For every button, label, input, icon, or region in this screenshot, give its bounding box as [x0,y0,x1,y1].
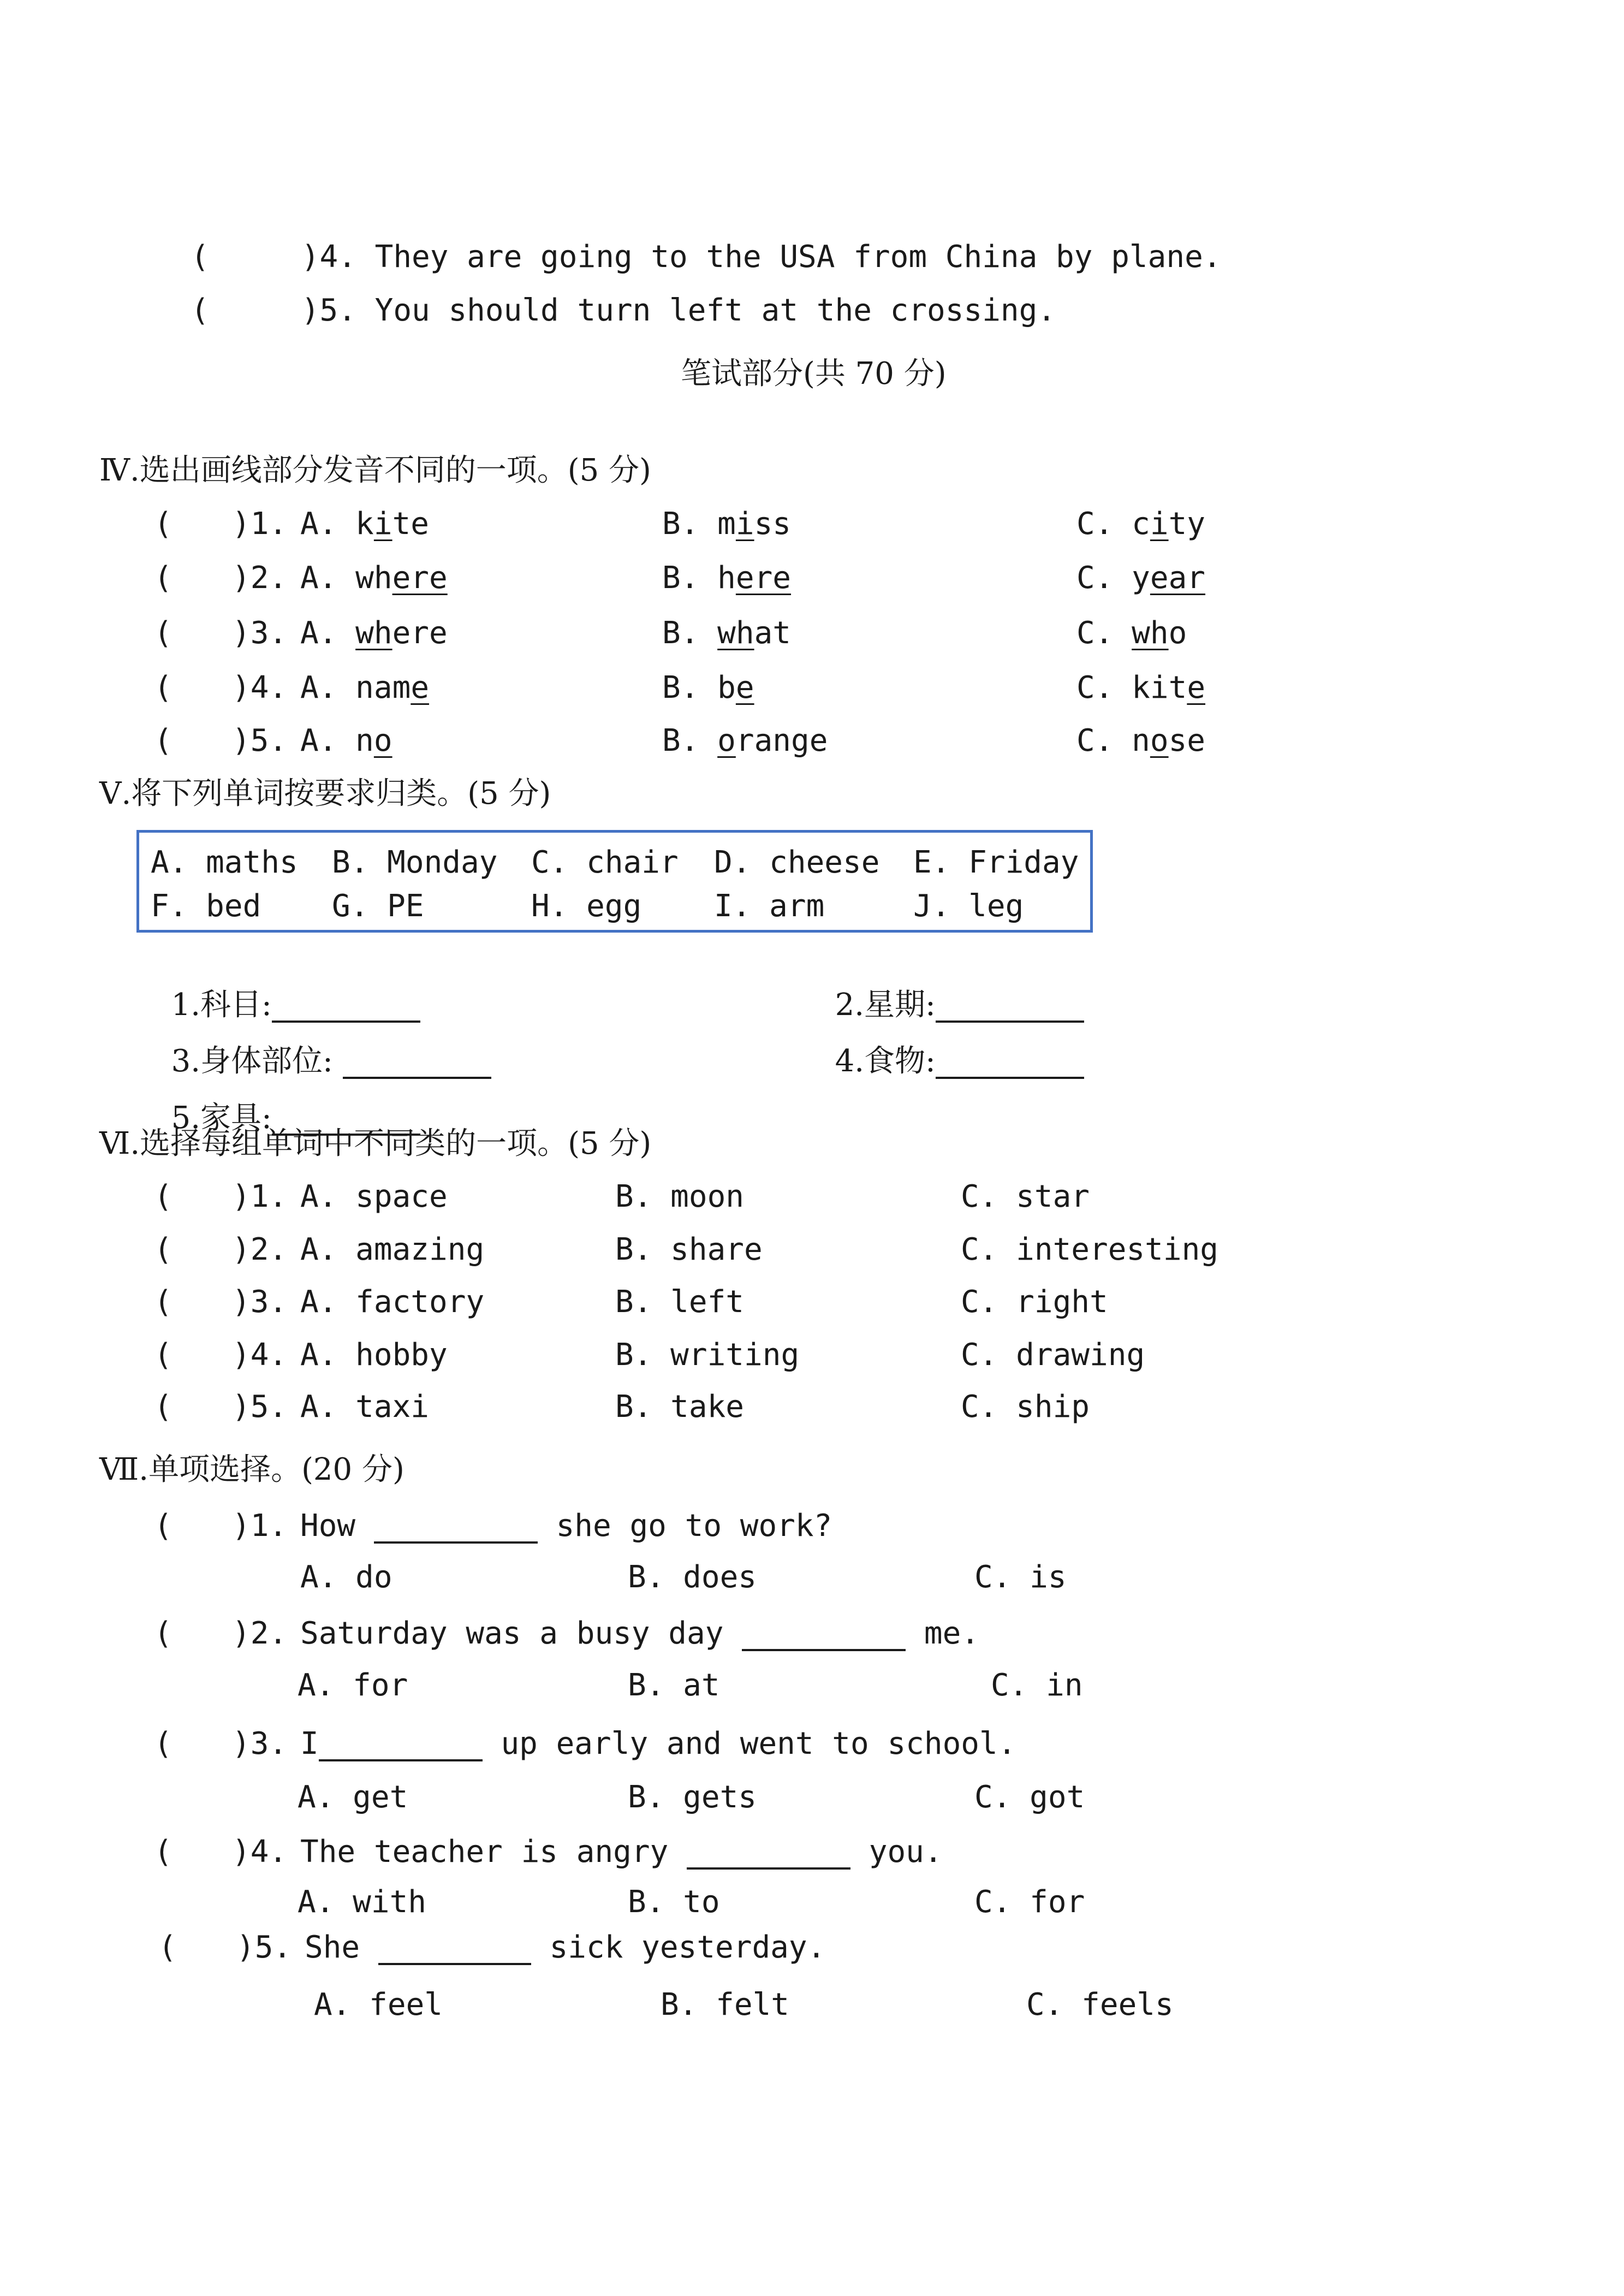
word-part: wh [355,560,392,596]
option-letter: C. [974,1884,1012,1920]
item-number: )5. [232,1389,288,1425]
word-letter: B. [332,845,369,880]
answer-paren[interactable]: ( [154,1337,172,1373]
option-letter: A. [300,1337,337,1373]
item-number: )3. [232,615,288,651]
option-b[interactable] [661,1988,789,2022]
word-part: nam [355,670,411,705]
answer-paren[interactable]: ( [154,1232,172,1267]
option-c[interactable] [1076,507,1205,542]
item-number: )1. [232,506,288,542]
option-letter: B. [661,1987,698,2022]
option-b[interactable] [615,1179,744,1214]
category-label: 2.星期: [835,987,936,1023]
question-text: Saturday was a busy day [300,1616,724,1651]
option-word: with [353,1884,427,1920]
word-part: o [1168,615,1187,651]
word-letter: I. [714,888,751,924]
item-number: )2. [232,560,288,596]
option-letter: B. [615,1232,652,1267]
option-letter: C. [1076,506,1114,542]
option-letter: B. [628,1668,665,1703]
word-letter: E. [913,845,950,880]
option-word: take [670,1389,745,1425]
option-c[interactable] [1076,723,1205,758]
answer-blank[interactable] [936,1048,1084,1079]
option-word: feels [1081,1987,1174,2022]
underlined-letters: wh [1132,615,1169,651]
option-letter: A. [300,1284,337,1320]
option-letter: C. [961,1179,998,1214]
word-part: ty [1168,506,1206,542]
option-letter: B. [615,1337,652,1373]
option-word: star [1016,1179,1090,1214]
option-a[interactable] [300,1338,448,1373]
option-c[interactable] [974,1885,1085,1920]
option-word: writing [670,1337,800,1373]
item-number: )5. [236,1930,292,1965]
option-letter: A. [298,1779,335,1815]
option-b[interactable] [615,1232,763,1267]
item-number: )4. [232,1337,288,1373]
listening-item-5 [154,258,1056,328]
question-text: I [300,1726,319,1761]
option-a[interactable] [300,561,448,596]
item-number: )4. [301,239,356,275]
question-text: you. [868,1834,943,1870]
answer-paren[interactable]: ( [191,239,210,275]
option-letter: A. [300,1389,337,1425]
option-a[interactable] [298,1780,408,1815]
option-word: amazing [355,1232,485,1267]
option-letter: C. [1076,615,1114,651]
option-letter: B. [662,560,699,596]
option-letter: B. [628,1559,665,1595]
option-letter: C. [974,1559,1012,1595]
option-b[interactable] [662,616,791,651]
underlined-letters: e [411,670,430,705]
item-number: )5. [232,723,288,758]
underlined-letters: i [373,506,392,542]
answer-blank[interactable] [374,1513,538,1544]
item-number: )3. [232,1284,288,1320]
word-bank-item [913,845,1079,880]
option-b[interactable] [628,1780,757,1815]
category-label: 1.科目: [171,987,272,1023]
underlined-letters: wh [355,615,392,651]
word-letter: D. [714,845,751,880]
answer-paren[interactable]: ( [154,506,172,542]
option-letter: A. [300,1559,337,1595]
statement-text: They are going to the USA from China by plane. [374,239,1222,275]
option-word: got [1030,1779,1085,1815]
option-letter: B. [662,615,699,651]
question-stem [300,1509,832,1544]
option-word: get [353,1779,408,1815]
underlined-letters: e [735,670,754,705]
word-text: maths [206,845,298,880]
word-text: leg [968,888,1024,924]
word-bank-item [151,889,261,924]
option-a[interactable] [300,1390,429,1425]
word-part: kit [1132,670,1187,705]
option-letter: C. [1026,1987,1063,2022]
option-letter: C. [974,1779,1012,1815]
option-a[interactable] [298,1668,408,1703]
underlined-letters: o [717,723,736,758]
word-bank-item [714,845,879,880]
option-letter: C. [961,1232,998,1267]
option-b[interactable] [662,561,791,596]
option-letter: A. [298,1668,335,1703]
category-food [816,1009,1084,1079]
option-word: ship [1016,1389,1090,1425]
option-c[interactable] [961,1338,1145,1373]
option-letter: A. [300,560,337,596]
item-number: )4. [232,1834,288,1870]
option-c[interactable] [974,1560,1067,1595]
word-text: chair [586,845,679,880]
option-letter: A. [300,615,337,651]
option-a[interactable] [314,1988,443,2022]
word-part: n [1132,723,1150,758]
option-c[interactable] [961,1179,1090,1214]
option-word: is [1030,1559,1067,1595]
word-bank-item [151,845,298,880]
option-letter: B. [628,1779,665,1815]
option-word: in [1046,1668,1083,1703]
word-text: cheese [769,845,880,880]
underlined-letters: ear [1150,560,1206,596]
question-stem [300,1616,979,1651]
option-b[interactable] [628,1885,720,1920]
answer-blank[interactable] [319,1731,483,1761]
option-letter: C. [961,1284,998,1320]
option-letter: B. [628,1884,665,1920]
word-part: h [717,560,736,596]
option-a[interactable] [300,1179,448,1214]
option-b[interactable] [662,671,754,705]
option-letter: C. [1076,560,1114,596]
option-a[interactable] [300,1285,484,1320]
option-c[interactable] [1076,671,1205,705]
option-letter: B. [662,670,699,705]
word-part: at [754,615,792,651]
item-number: )5. [301,293,356,328]
word-letter: G. [332,888,369,924]
option-a[interactable] [300,1560,392,1595]
option-letter: C. [961,1337,998,1373]
question-text: How [300,1508,356,1544]
option-letter: A. [300,1179,337,1214]
word-part: n [355,723,374,758]
word-text: Monday [387,845,498,880]
category-label: 4.食物: [835,1043,936,1079]
option-word: for [353,1668,408,1703]
word-text: PE [387,888,424,924]
section-7-title: Ⅶ.单项选择。(20 分) [99,1452,404,1487]
answer-paren[interactable]: ( [154,1726,172,1761]
word-part: se [1168,723,1206,758]
option-letter: A. [298,1884,335,1920]
answer-paren[interactable]: ( [154,670,172,705]
answer-paren[interactable]: ( [154,1389,172,1425]
option-a[interactable] [300,616,448,651]
question-text: me. [924,1616,980,1651]
option-word: right [1016,1284,1108,1320]
option-letter: C. [1076,670,1114,705]
statement-text: You should turn left at the crossing. [374,293,1056,328]
underlined-letters: wh [717,615,754,651]
option-letter: B. [662,723,699,758]
answer-blank[interactable] [742,1621,906,1651]
option-b[interactable] [615,1285,744,1320]
option-word: gets [683,1779,757,1815]
question-text: She [305,1930,360,1965]
option-word: drawing [1016,1337,1145,1373]
option-a[interactable] [298,1885,426,1920]
word-part: b [717,670,736,705]
option-b[interactable] [628,1668,720,1703]
word-letter: A. [151,845,188,880]
question-stem [300,1835,943,1870]
option-a[interactable] [300,671,429,705]
option-word: moon [670,1179,745,1214]
item-number: )4. [232,670,288,705]
option-c[interactable] [974,1780,1085,1815]
option-word: left [670,1284,745,1320]
option-word: space [355,1179,448,1214]
word-bank-item [531,889,641,924]
answer-paren[interactable]: ( [154,1834,172,1870]
option-letter: B. [615,1284,652,1320]
answer-paren[interactable]: ( [191,293,210,328]
option-c[interactable] [1076,561,1205,596]
option-word: for [1030,1884,1085,1920]
word-part: y [1132,560,1150,596]
answer-paren[interactable]: ( [154,1616,172,1651]
option-letter: A. [300,723,337,758]
option-b[interactable] [615,1338,799,1373]
word-bank-item [913,889,1024,924]
word-bank-item [332,845,497,880]
answer-paren[interactable]: ( [154,1284,172,1320]
word-part: range [735,723,828,758]
question-stem [300,1727,1016,1761]
option-word: share [670,1232,763,1267]
word-bank-item [332,889,424,924]
word-text: bed [206,888,261,924]
option-b[interactable] [662,723,828,758]
option-letter: B. [615,1179,652,1214]
word-bank-item [714,889,824,924]
item-number: )3. [232,1726,288,1761]
category-furniture [152,1066,420,1136]
answer-paren[interactable]: ( [154,723,172,758]
question-text: she go to work? [556,1508,832,1544]
answer-paren[interactable]: ( [154,1508,172,1544]
option-word: feel [369,1987,443,2022]
word-part: te [392,506,430,542]
word-part: m [717,506,736,542]
option-a[interactable] [300,1232,484,1267]
answer-blank[interactable] [687,1839,850,1870]
underlined-letters: e [1187,670,1206,705]
option-c[interactable] [961,1390,1090,1425]
option-word: to [683,1884,720,1920]
option-c[interactable] [1076,616,1187,651]
underlined-letters: o [373,723,392,758]
option-letter: B. [615,1389,652,1425]
option-letter: A. [314,1987,351,2022]
option-letter: A. [300,670,337,705]
option-word: hobby [355,1337,448,1373]
word-part: ere [392,615,448,651]
word-part: k [355,506,374,542]
option-letter: B. [662,506,699,542]
option-b[interactable] [615,1390,744,1425]
option-b[interactable] [662,507,791,542]
option-word: do [355,1559,392,1595]
option-letter: A. [300,506,337,542]
option-word: at [683,1668,720,1703]
option-a[interactable] [300,723,392,758]
written-section-header: 笔试部分(共 70 分) [681,356,947,391]
word-bank-item [531,845,679,880]
option-word: interesting [1016,1232,1219,1267]
option-c[interactable] [961,1285,1108,1320]
option-word: felt [716,1987,790,2022]
item-number: )1. [232,1179,288,1214]
question-text: sick yesterday. [549,1930,826,1965]
item-number: )2. [232,1616,288,1651]
category-label: 5.家具: [171,1100,272,1136]
section-5-title: Ⅴ.将下列单词按要求归类。(5 分) [99,776,551,811]
option-c[interactable] [1026,1988,1174,2022]
underlined-letters: i [735,506,754,542]
word-text: egg [586,888,642,924]
section-4-title: Ⅳ.选出画线部分发音不同的一项。(5 分) [99,453,651,488]
option-b[interactable] [628,1560,757,1595]
word-part: ss [754,506,792,542]
option-c[interactable] [991,1668,1083,1703]
answer-paren[interactable]: ( [154,560,172,596]
option-letter: C. [961,1389,998,1425]
option-a[interactable] [300,507,429,542]
answer-paren[interactable]: ( [154,1179,172,1214]
answer-paren[interactable]: ( [158,1930,177,1965]
option-letter: C. [991,1668,1028,1703]
word-part: c [1132,506,1150,542]
category-label: 3.身体部位: [171,1043,333,1079]
option-c[interactable] [961,1232,1218,1267]
underlined-letters: i [1150,506,1169,542]
underlined-letters: o [1150,723,1169,758]
word-letter: J. [913,888,950,924]
underlined-letters: ere [735,560,792,596]
word-letter: H. [531,888,568,924]
section-6-title: Ⅵ.选择每组单词中不同类的一项。(5 分) [99,1126,652,1161]
answer-blank[interactable] [378,1935,531,1965]
item-number: )1. [232,1508,288,1544]
item-number: )2. [232,1232,288,1267]
option-word: factory [355,1284,485,1320]
option-word: taxi [355,1389,430,1425]
word-text: Friday [968,845,1079,880]
underlined-letters: ere [392,560,448,596]
word-letter: C. [531,845,568,880]
question-text: up early and went to school. [501,1726,1016,1761]
question-text: The teacher is angry [300,1834,669,1870]
option-letter: C. [1076,723,1114,758]
word-letter: F. [151,888,188,924]
option-word: does [683,1559,757,1595]
answer-paren[interactable]: ( [154,615,172,651]
question-stem [305,1930,825,1965]
option-letter: A. [300,1232,337,1267]
word-text: arm [769,888,825,924]
